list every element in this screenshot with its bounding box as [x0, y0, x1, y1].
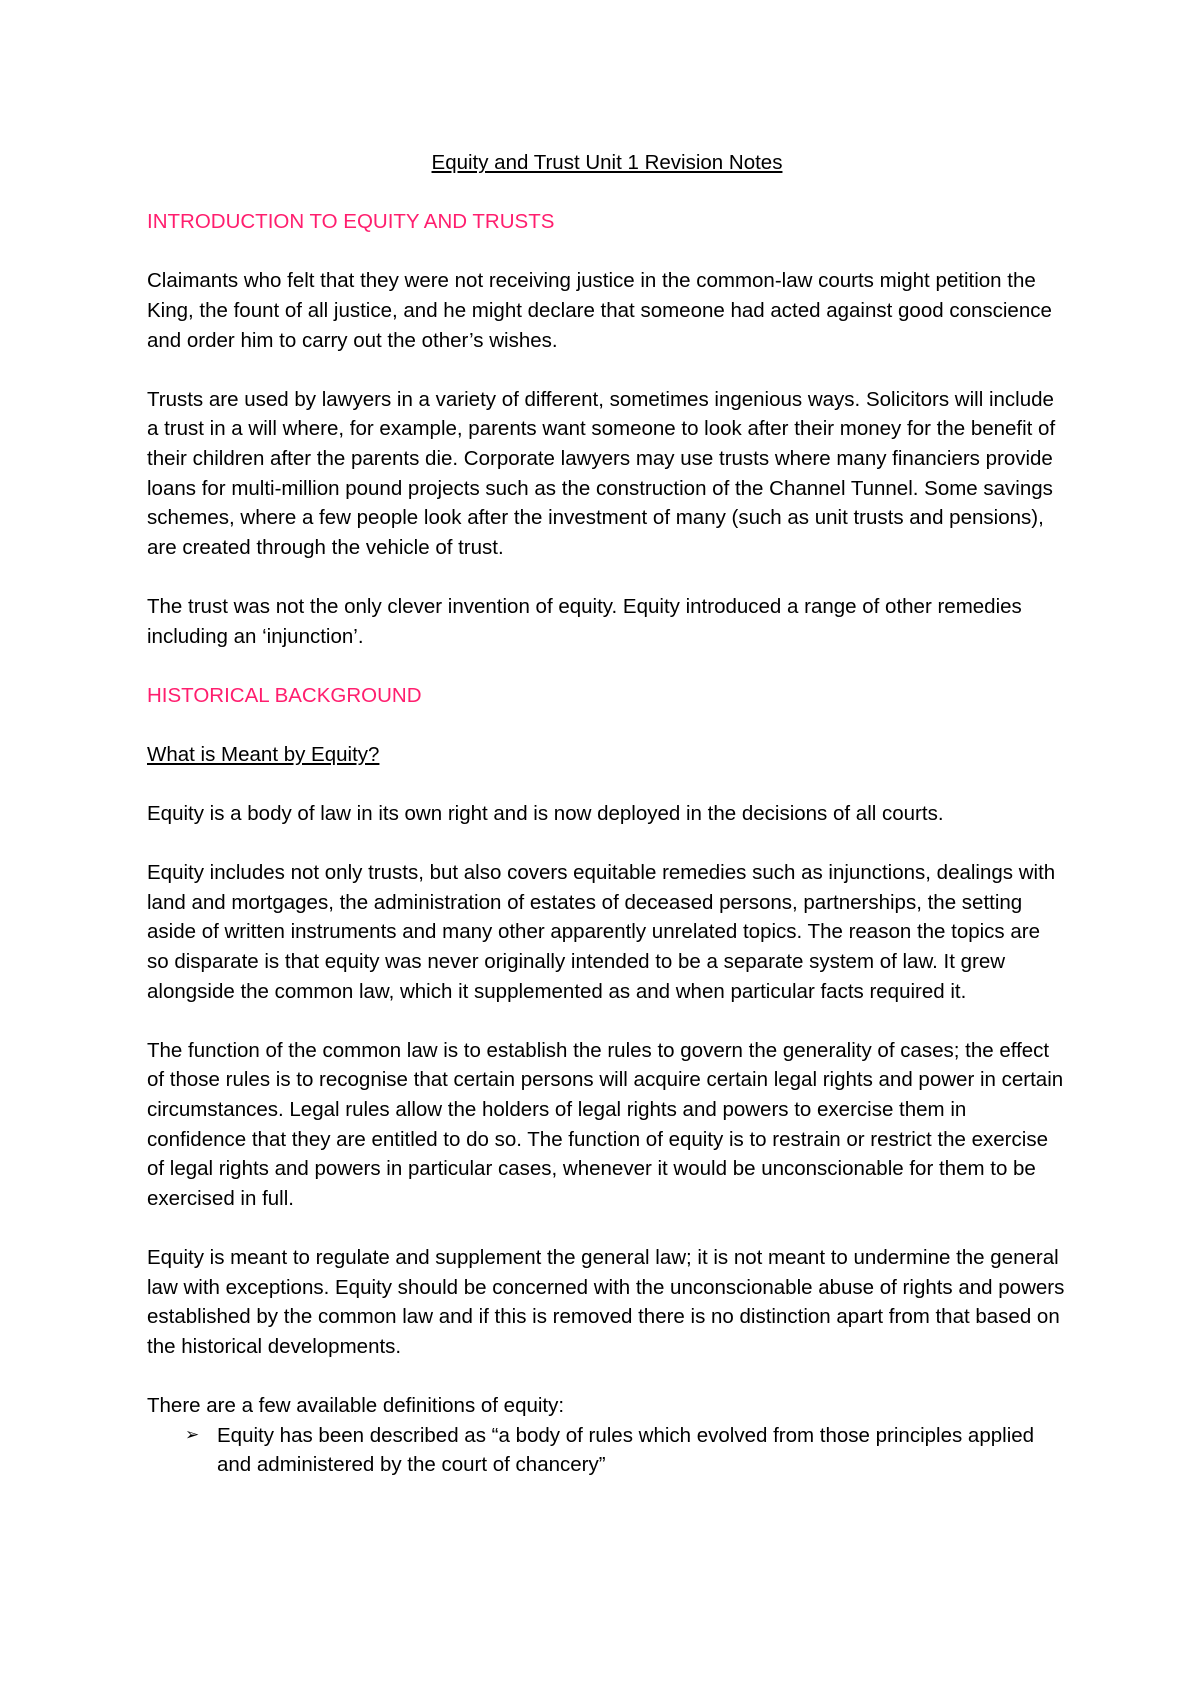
paragraph: Equity is a body of law in its own right and is now deployed in the decisions of all courts. — [147, 802, 944, 826]
list-item — [185, 1421, 1067, 1480]
list-item-text: Equity has been described as “a body of rules which evolved from those principles applied and administered by the court of chancery” — [217, 1423, 1035, 1477]
paragraph: The function of the common law is to establish the rules to govern the generality of cases; the effect of those rules is to recognise that certain persons will acquire certain legal rights and power in certain circumstances. Legal rules allow the holders of legal rights and powers to exercise them in confidence that they are entitled to do so. The function of equity is to restrain or restrict the exercise of legal rights and powers in particular cases, whenever it would be unconscionable for them to be exercised in full. — [147, 1038, 1064, 1210]
section-heading-historical-background: HISTORICAL BACKGROUND — [147, 683, 422, 707]
paragraph: The trust was not the only clever invention of equity. Equity introduced a range of other remedies including an ‘injunction’. — [147, 594, 1022, 648]
document-page — [147, 148, 1067, 1480]
document-title: Equity and Trust Unit 1 Revision Notes — [431, 151, 783, 174]
paragraph: There are a few available definitions of equity: — [147, 1393, 565, 1417]
paragraph: Equity is meant to regulate and supplement the general law; it is not meant to undermine the general law with exceptions. Equity should be concerned with the unconscionable abuse of rights and powers established by the common law and if this is removed there is no distinction apart from that based on the historical developments. — [147, 1245, 1065, 1358]
paragraph: Claimants who felt that they were not receiving justice in the common-law courts might petition the King, the fount of all justice, and he might declare that someone had acted against good conscience and order him to carry out the other’s wishes. — [147, 269, 1052, 352]
definitions-list — [147, 1421, 1067, 1480]
paragraph: Trusts are used by lawyers in a variety of different, sometimes ingenious ways. Solicitors will include a trust in a will where, for example, parents want someone to look after their money for the benefit of their children after the parents die. Corporate lawyers may use trusts where many financiers provide loans for multi-million pound projects such as the construction of the Channel Tunnel. Some savings schemes, where a few people look after the investment of many (such as unit trusts and pensions), are created through the vehicle of trust. — [147, 387, 1056, 559]
subheading-what-is-equity: What is Meant by Equity? — [147, 742, 380, 766]
arrow-bullet-icon: ➢ — [185, 1424, 200, 1445]
paragraph: Equity includes not only trusts, but also covers equitable remedies such as injunctions, dealings with land and mortgages, the administration of estates of deceased persons, partnerships, the setting aside of written instruments and many other apparently unrelated topics. The reason the topics are so disparate is that equity was never originally intended to be a separate system of law. It grew alongside the common law, which it supplemented as and when particular facts required it. — [147, 861, 1056, 1003]
section-heading-introduction: INTRODUCTION TO EQUITY AND TRUSTS — [147, 210, 555, 234]
